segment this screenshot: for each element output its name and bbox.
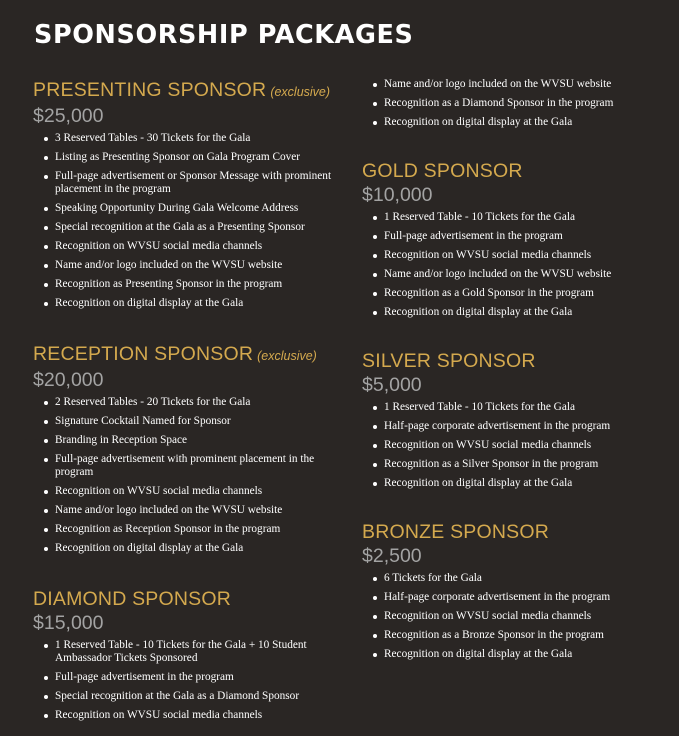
left-column <box>33 78 338 728</box>
package-price: $20,000 <box>33 369 104 391</box>
benefit-item: Recognition as Reception Sponsor in the program <box>44 523 338 536</box>
benefit-item: Listing as Presenting Sponsor on Gala Program Cover <box>44 151 338 164</box>
benefit-item: 3 Reserved Tables - 30 Tickets for the Gala <box>44 132 338 145</box>
benefit-item: Name and/or logo included on the WVSU website <box>44 504 338 517</box>
benefit-item: Recognition on digital display at the Gala <box>373 477 662 490</box>
page-title: SPONSORSHIP PACKAGES <box>34 20 414 50</box>
benefit-item: Recognition as a Bronze Sponsor in the program <box>373 629 662 642</box>
benefit-item: 1 Reserved Table - 10 Tickets for the Gala <box>373 401 662 414</box>
presenting-sponsor-package <box>33 78 338 310</box>
diamond-sponsor-package <box>33 587 338 722</box>
section-gap <box>362 496 662 520</box>
package-name: BRONZE SPONSOR <box>362 521 549 543</box>
benefit-item: Full-page advertisement with prominent placement in the program <box>44 453 338 479</box>
section-gap <box>362 325 662 349</box>
benefit-item: 6 Tickets for the Gala <box>373 572 662 585</box>
silver-sponsor-package <box>362 349 662 490</box>
benefit-item: Recognition on WVSU social media channels <box>373 249 662 262</box>
benefit-item: Full-page advertisement in the program <box>373 230 662 243</box>
benefit-list <box>362 401 662 490</box>
benefit-item: Recognition as Presenting Sponsor in the program <box>44 278 338 291</box>
package-name <box>33 78 338 104</box>
reception-sponsor-package <box>33 342 338 555</box>
section-gap <box>33 316 338 342</box>
benefit-list <box>33 639 338 722</box>
benefit-list <box>362 572 662 661</box>
benefit-item: Name and/or logo included on the WVSU website <box>373 78 662 91</box>
section-gap <box>33 561 338 587</box>
package-name: GOLD SPONSOR <box>362 160 523 182</box>
benefit-item: Speaking Opportunity During Gala Welcome Address <box>44 202 338 215</box>
benefit-item: 1 Reserved Table - 10 Tickets for the Gala <box>373 211 662 224</box>
right-column <box>362 78 662 667</box>
benefit-item: Recognition on WVSU social media channels <box>373 439 662 452</box>
benefit-item: Recognition on WVSU social media channels <box>373 610 662 623</box>
package-price: $2,500 <box>362 545 422 567</box>
bronze-sponsor-package <box>362 520 662 661</box>
benefit-list <box>362 78 662 129</box>
gold-sponsor-package <box>362 159 662 319</box>
package-price: $25,000 <box>33 105 104 127</box>
package-name-text: PRESENTING SPONSOR <box>33 79 267 101</box>
benefit-item: Full-page advertisement or Sponsor Message with prominent placement in the program <box>44 170 338 196</box>
package-name-text: RECEPTION SPONSOR <box>33 343 254 365</box>
package-price: $10,000 <box>362 184 433 206</box>
benefit-item: Recognition on WVSU social media channels <box>44 485 338 498</box>
benefit-item: Recognition on digital display at the Gala <box>373 116 662 129</box>
benefit-item: Branding in Reception Space <box>44 434 338 447</box>
benefit-item: Recognition on digital display at the Gala <box>373 306 662 319</box>
package-name: DIAMOND SPONSOR <box>33 588 232 610</box>
benefit-item: Recognition as a Silver Sponsor in the program <box>373 458 662 471</box>
benefit-item: Full-page advertisement in the program <box>44 671 338 684</box>
benefit-item: Recognition on digital display at the Gala <box>44 297 338 310</box>
benefit-item: Recognition on digital display at the Gala <box>373 648 662 661</box>
package-price: $5,000 <box>362 374 422 396</box>
exclusive-tag: (exclusive) <box>270 85 331 99</box>
package-price: $15,000 <box>33 612 104 634</box>
benefit-list <box>33 132 338 310</box>
benefit-item: Half-page corporate advertisement in the program <box>373 591 662 604</box>
package-name <box>33 342 338 368</box>
benefit-item: Special recognition at the Gala as a Presenting Sponsor <box>44 221 338 234</box>
exclusive-tag: (exclusive) <box>257 349 317 363</box>
benefit-item: Name and/or logo included on the WVSU website <box>373 268 662 281</box>
benefit-list <box>33 396 338 555</box>
benefit-item: Signature Cocktail Named for Sponsor <box>44 415 338 428</box>
benefit-item: 1 Reserved Table - 10 Tickets for the Gala + 10 Student Ambassador Tickets Sponsored <box>44 639 338 665</box>
benefit-item: Special recognition at the Gala as a Diamond Sponsor <box>44 690 338 703</box>
benefit-item: Recognition on WVSU social media channels <box>44 240 338 253</box>
benefit-item: Recognition on digital display at the Gala <box>44 542 338 555</box>
diamond-sponsor-package-continued <box>362 78 662 129</box>
benefit-item: Recognition on WVSU social media channels <box>44 709 338 722</box>
benefit-item: Half-page corporate advertisement in the program <box>373 420 662 433</box>
section-gap <box>362 135 662 159</box>
package-name: SILVER SPONSOR <box>362 350 536 372</box>
benefit-item: 2 Reserved Tables - 20 Tickets for the Gala <box>44 396 338 409</box>
benefit-item: Name and/or logo included on the WVSU website <box>44 259 338 272</box>
benefit-item: Recognition as a Gold Sponsor in the program <box>373 287 662 300</box>
benefit-list <box>362 211 662 319</box>
benefit-item: Recognition as a Diamond Sponsor in the program <box>373 97 662 110</box>
